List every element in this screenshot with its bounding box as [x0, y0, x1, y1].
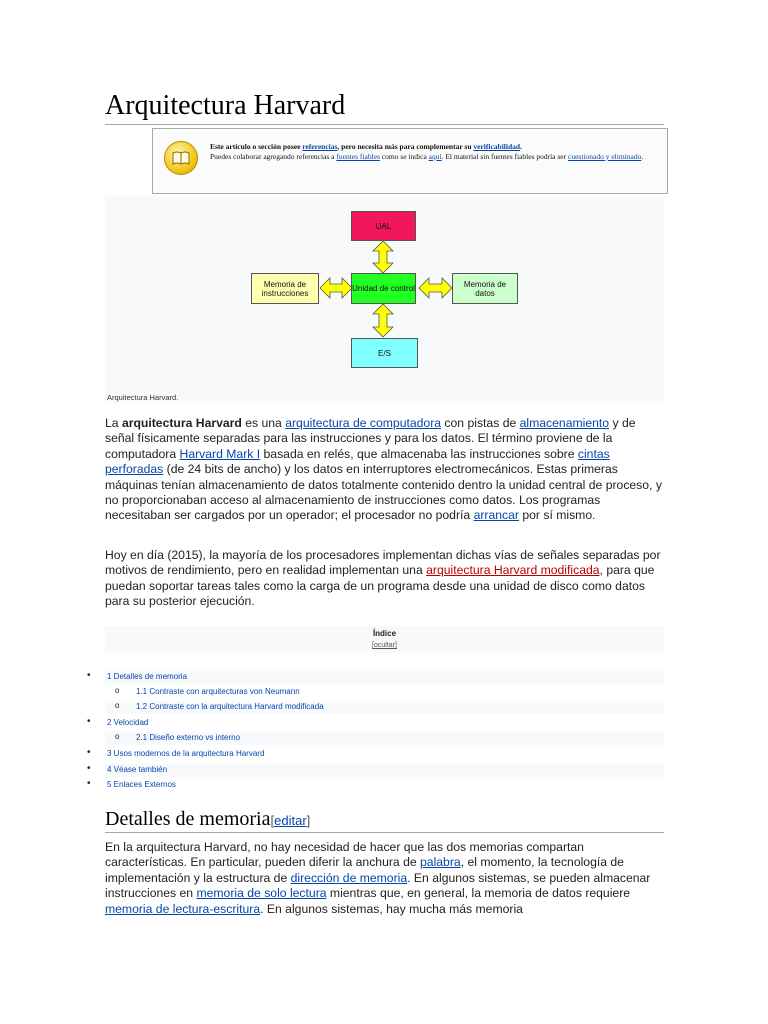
text: , para que puedan soportar tareas tales como la carga de un programa desde una unidad de disco como datos para su posterior ejecución.	[105, 563, 655, 609]
io-box: E/S	[351, 338, 418, 368]
fuentes-fiables-link[interactable]: fuentes fiables	[336, 152, 380, 161]
toc-item-label[interactable]: 3 Usos modernos de la arquitectura Harvard	[107, 749, 265, 758]
referencias-link[interactable]: referencias	[302, 142, 338, 151]
memory-details-paragraph	[105, 840, 665, 917]
harvard-mark-i-link[interactable]: Harvard Mark I	[179, 446, 261, 461]
punched-tape-link[interactable]: cintas perforadas	[105, 446, 610, 477]
verificabilidad-link[interactable]: verificabilidad	[473, 142, 521, 151]
title-divider	[105, 124, 664, 125]
notice-text: Este artículo o sección posee	[210, 142, 303, 151]
alu-box: UAL	[351, 211, 416, 241]
text: . En algunos sistemas, hay mucha más memoria	[260, 901, 523, 916]
word-link[interactable]: palabra	[420, 855, 461, 870]
references-notice	[152, 128, 668, 194]
section-heading-memory-details	[105, 808, 310, 831]
bullet-icon: •	[87, 747, 91, 758]
cuestionado-link[interactable]: cuestionado y eliminado	[568, 152, 642, 161]
arrow-alu-control	[373, 241, 393, 273]
notice-text: . El material sin fuentes fiables podría ser	[441, 152, 569, 161]
figure-caption: Arquitectura Harvard.	[107, 393, 179, 402]
arrow-control-data	[419, 278, 452, 298]
toc-item-label[interactable]: 4 Véase también	[107, 765, 168, 774]
notice-text: .	[520, 142, 522, 151]
arrow-instr-control	[320, 278, 352, 298]
toc-item[interactable]	[105, 732, 664, 745]
toc-item-label[interactable]: 1.2 Contraste con la arquitectura Harvard modificada	[136, 702, 324, 711]
toc-header	[105, 626, 664, 653]
toc-item-label[interactable]: 1 Detalles de memoria	[107, 672, 188, 681]
bullet-icon: •	[87, 763, 91, 774]
notice-text: Puedes colaborar agregando referencias a	[210, 152, 337, 161]
toc-item[interactable]	[87, 716, 664, 730]
text: basada en relés, que almacenaba las instrucciones sobre	[260, 446, 578, 461]
edit-link-label[interactable]: editar	[274, 813, 307, 828]
table-of-contents	[87, 626, 664, 795]
text: . En algunos sistemas, se pueden almacenar instrucciones en	[105, 870, 651, 901]
intro-paragraph-1	[105, 416, 665, 524]
text: , el momento, la tecnología de implementación y la estructura de	[105, 855, 624, 885]
ram-link[interactable]: memoria de lectura-escritura	[105, 901, 261, 916]
toc-item-label[interactable]: 2 Velocidad	[107, 718, 149, 727]
bold-term: arquitectura Harvard	[121, 416, 242, 430]
toc-item-label[interactable]: 1.1 Contraste con arquitecturas von Neumann	[136, 687, 300, 696]
toc-title: Índice	[372, 629, 397, 638]
sub-bullet-icon: o	[115, 732, 120, 741]
rom-link[interactable]: memoria de solo lectura	[196, 886, 327, 901]
memory-address-link[interactable]: dirección de memoria	[290, 870, 408, 885]
notice-line-2	[210, 152, 660, 162]
toc-item[interactable]	[105, 686, 664, 699]
toc-item[interactable]	[87, 763, 664, 777]
bullet-icon: •	[87, 778, 91, 789]
text: y de señal físicamente separadas para las instrucciones y para los datos. El término proviene de la computadora	[105, 416, 636, 461]
toc-item-label[interactable]: 2.1 Diseño externo vs interno	[136, 733, 241, 742]
arrow-control-io	[373, 304, 393, 337]
data-memory-box: Memoria de datos	[452, 273, 518, 304]
text: con pistas de	[441, 416, 520, 430]
computer-architecture-link[interactable]: arquitectura de computadora	[285, 416, 442, 430]
toc-item[interactable]	[87, 778, 664, 792]
storage-link[interactable]: almacenamiento	[519, 416, 610, 430]
modified-harvard-link[interactable]: arquitectura Harvard modificada	[426, 563, 600, 578]
bullet-icon: •	[87, 670, 91, 681]
sub-bullet-icon: o	[115, 701, 120, 710]
text: (de 24 bits de ancho) y los datos en interruptores electromecánicos. Estas primeras máquinas tenían almacenamiento de datos totalmente contenido dentro la unidad central de proceso, y no proporcionaban acceso al almacenamiento de instrucciones como datos. Los programas necesitaban ser cargados por un operador; el procesador no podría	[105, 462, 662, 523]
harvard-diagram-figure	[105, 196, 664, 403]
text: es una	[241, 416, 286, 430]
text: En la arquitectura Harvard, no hay necesidad de hacer que las dos memorias compartan características. En particular, pueden diferir la anchura de	[105, 840, 584, 870]
notice-text: , pero necesita más para complementar su	[337, 142, 474, 151]
notice-text: .	[641, 152, 644, 161]
text: Hoy en día (2015), la mayoría de los procesadores implementan dichas vías de señales separadas por motivos de rendimiento, pero en realidad implementan una	[105, 548, 661, 578]
toc-item[interactable]	[87, 670, 664, 684]
section-heading-text: Detalles de memoria	[105, 808, 271, 830]
section-divider	[105, 832, 664, 833]
aqui-link[interactable]: aquí	[428, 152, 442, 161]
toc-hide-toggle[interactable]: [ocultar]	[372, 642, 397, 649]
book-icon	[164, 141, 198, 175]
text: mientras que, en general, la memoria de datos requiere	[326, 886, 631, 901]
sub-bullet-icon: o	[115, 686, 120, 695]
control-unit-box: Unidad de control	[351, 273, 416, 304]
notice-line-1	[210, 142, 660, 152]
edit-section-link[interactable]: [editar]	[270, 813, 311, 828]
intro-paragraph-2	[105, 548, 665, 610]
instruction-memory-box: Memoria de instrucciones	[251, 273, 319, 304]
notice-text: como se indica	[379, 152, 429, 161]
boot-link[interactable]: arrancar	[473, 508, 519, 523]
toc-item[interactable]	[105, 701, 664, 714]
bullet-icon: •	[87, 716, 91, 727]
toc-item-label[interactable]: 5 Enlaces Externos	[107, 780, 176, 789]
toc-item[interactable]	[87, 747, 664, 761]
text: por sí mismo.	[518, 508, 596, 523]
page-title: Arquitectura Harvard	[105, 90, 346, 121]
text: La	[105, 416, 122, 430]
